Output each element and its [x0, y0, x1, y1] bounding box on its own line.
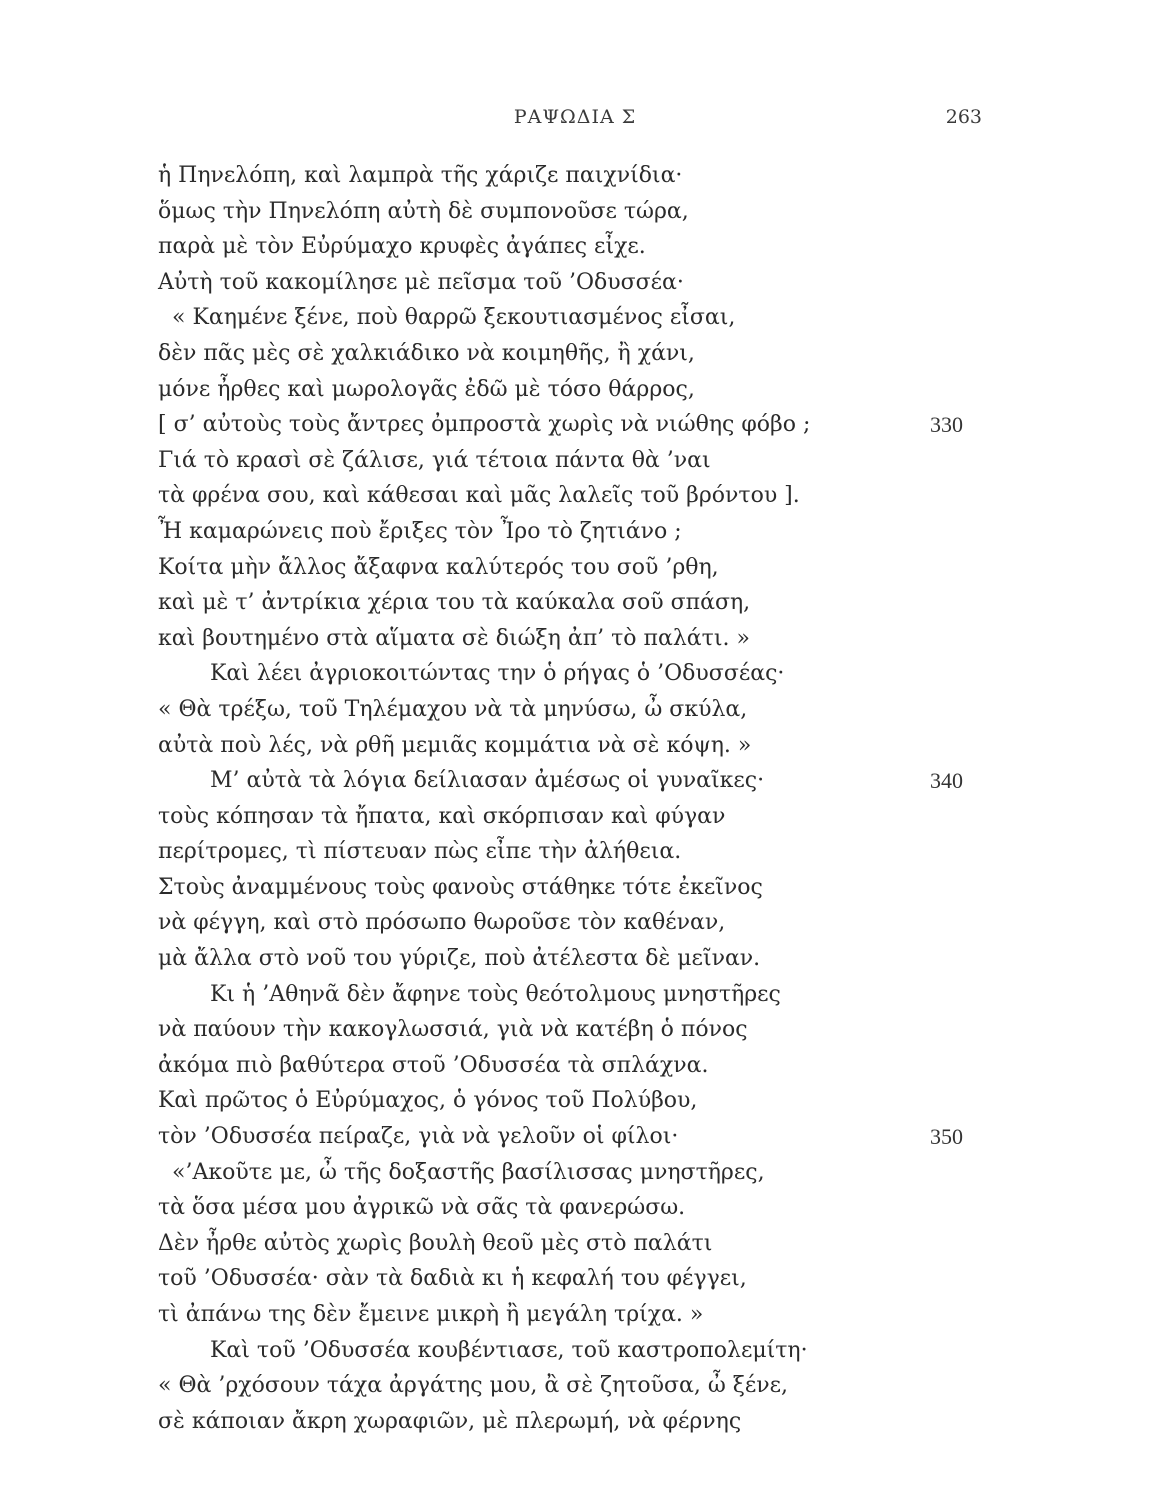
verse-line — [158, 1155, 1018, 1191]
verse-text: παρὰ μὲ τὸν Εὐρύμαχο κρυφὲς ἀγάπες εἶχε. — [158, 234, 646, 260]
verse-line — [158, 834, 1018, 870]
verse-line — [158, 1333, 1018, 1369]
verse-list — [158, 158, 1018, 1439]
verse-text: « Θὰ ’ρχόσουν τάχα ἀργάτης μου, ἂ σὲ ζητοῦσα, ὦ ξένε, — [158, 1373, 789, 1399]
verse-line — [158, 692, 1018, 728]
verse-line — [158, 1083, 1018, 1119]
verse-text: Ἦ καμαρώνεις ποὺ ἔριξες τὸν Ἶρο τὸ ζητιάνο ; — [158, 518, 682, 544]
verse-text: Στοὺς ἀναμμένους τοὺς φανοὺς στάθηκε τότε ἐκεῖνος — [158, 874, 763, 900]
verse-line — [158, 407, 1018, 443]
verse-line — [158, 443, 1018, 479]
verse-text: ἡ Πηνελόπη, καὶ λαμπρὰ τῆς χάριζε παιχνίδια· — [158, 163, 683, 188]
verse-line — [158, 550, 1018, 586]
verse-line — [158, 194, 1018, 230]
verse-text: Μ’ αὐτὰ τὰ λόγια δείλιασαν ἀμέσως οἱ γυναῖκες· — [210, 768, 765, 794]
verse-line — [158, 1404, 1018, 1440]
verse-text: τοὺς κόπησαν τὰ ἤπατα, καὶ σκόρπισαν καὶ φύγαν — [158, 803, 726, 829]
page-number: 263 — [945, 106, 982, 128]
verse-line — [158, 1368, 1018, 1404]
verse-line — [158, 728, 1018, 764]
verse-text: Γιά τὸ κρασὶ σὲ ζάλισε, γιά τέτοια πάντα θὰ ’ναι — [158, 447, 711, 473]
verse-line — [158, 870, 1018, 906]
verse-text: ὅμως τὴν Πηνελόπη αὐτὴ δὲ συμπονοῦσε τώρα, — [158, 198, 689, 224]
verse-line — [158, 514, 1018, 550]
line-number: 340 — [930, 768, 963, 794]
verse-line — [158, 905, 1018, 941]
verse-line — [158, 621, 1018, 657]
verse-text: Αὐτὴ τοῦ κακομίλησε μὲ πεῖσμα τοῦ ’Οδυσσέα· — [158, 269, 684, 295]
verse-line — [158, 941, 1018, 977]
verse-text: αὐτὰ ποὺ λές, νὰ ρθῆ μεμιᾶς κομμάτια νὰ σὲ κόψη. » — [158, 732, 752, 758]
verse-text: μόνε ἦρθες καὶ μωρολογᾶς ἐδῶ μὲ τόσο θάρρος, — [158, 376, 695, 402]
verse-text: Καὶ πρῶτος ὁ Εὐρύμαχος, ὁ γόνος τοῦ Πολύβου, — [158, 1088, 698, 1114]
verse-text: Καὶ λέει ἀγριοκοιτώντας την ὁ ρήγας ὁ ’Οδυσσέας· — [210, 661, 785, 687]
verse-text: Δὲν ἦρθε αὐτὸς χωρὶς βουλὴ θεοῦ μὲς στὸ παλάτι — [158, 1230, 713, 1256]
verse-text: σὲ κάποιαν ἄκρη χωραφιῶν, μὲ πλερωμή, νὰ φέρνης — [158, 1408, 742, 1434]
line-number: 350 — [930, 1124, 963, 1150]
verse-line — [158, 1226, 1018, 1262]
verse-text: Κι ἡ ’Αθηνᾶ δὲν ἄφηνε τοὺς θεότολμους μνηστῆρες — [210, 981, 781, 1007]
verse-line — [158, 585, 1018, 621]
verse-text: « Θὰ τρέξω, τοῦ Τηλέμαχου νὰ τὰ μηνύσω, ὦ σκύλα, — [158, 696, 748, 722]
verse-text: τὶ ἀπάνω της δὲν ἔμεινε μικρὴ ἢ μεγάλη τρίχα. » — [158, 1302, 704, 1327]
running-title: ΡΑΨΩΔΙΑ Σ — [513, 106, 637, 128]
verse-text: περίτρομες, τὶ πίστευαν πὼς εἶπε τὴν ἀλήθεια. — [158, 839, 682, 865]
verse-text: « Καημένε ξένε, ποὺ θαρρῶ ξεκουτιασμένος εἶσαι, — [172, 305, 736, 331]
verse-text: τὸν ’Οδυσσέα πείραζε, γιὰ νὰ γελοῦν οἱ φίλοι· — [158, 1124, 679, 1150]
verse-line — [158, 372, 1018, 408]
verse-line — [158, 1261, 1018, 1297]
verse-text: νὰ παύουν τὴν κακογλωσσιά, γιὰ νὰ κατέβη ὁ πόνος — [158, 1017, 748, 1043]
verse-text: μὰ ἄλλα στὸ νοῦ του γύριζε, ποὺ ἀτέλεστα δὲ μεῖναν. — [158, 946, 761, 972]
verse-line — [158, 336, 1018, 372]
verse-text: «’Ακοῦτε με, ὦ τῆς δοξαστῆς βασίλισσας μνηστῆρες, — [172, 1159, 765, 1185]
verse-line — [158, 229, 1018, 265]
verse-line — [158, 1297, 1018, 1333]
verse-text: Κοίτα μὴν ἄλλος ἄξαφνα καλύτερός του σοῦ ’ρθη, — [158, 554, 719, 580]
running-head — [160, 100, 990, 136]
verse-line — [158, 158, 1018, 194]
verse-text: [ σ’ αὐτοὺς τοὺς ἄντρες ὀμπροστὰ χωρὶς νὰ νιώθης φόβο ; — [158, 412, 811, 438]
verse-line — [158, 656, 1018, 692]
line-number: 330 — [930, 412, 963, 438]
verse-line — [158, 763, 1018, 799]
verse-line — [158, 799, 1018, 835]
verse-text: νὰ φέγγη, καὶ στὸ πρόσωπο θωροῦσε τὸν καθέναν, — [158, 910, 726, 936]
verse-line — [158, 265, 1018, 301]
verse-line — [158, 1048, 1018, 1084]
verse-line — [158, 977, 1018, 1013]
verse-line — [158, 1119, 1018, 1155]
verse-text: Καὶ τοῦ ’Οδυσσέα κουβέντιασε, τοῦ καστροπολεμίτη· — [210, 1337, 808, 1363]
verse-text: δὲν πᾶς μὲς σὲ χαλκιάδικο νὰ κοιμηθῆς, ἢ χάνι, — [158, 340, 695, 366]
verse-text: τὰ φρένα σου, καὶ κάθεσαι καὶ μᾶς λαλεῖς τοῦ βρόντου ]. — [158, 483, 800, 509]
verse-line — [158, 1190, 1018, 1226]
verse-text: καὶ μὲ τ’ ἀντρίκια χέρια του τὰ καύκαλα σοῦ σπάση, — [158, 590, 751, 616]
verse-line — [158, 478, 1018, 514]
verse-line — [158, 1012, 1018, 1048]
verse-text: καὶ βουτημένο στὰ αἵματα σὲ διώξη ἀπ’ τὸ παλάτι. » — [158, 625, 750, 651]
verse-text: ἀκόμα πιὸ βαθύτερα στοῦ ’Οδυσσέα τὰ σπλάχνα. — [158, 1052, 709, 1078]
verse-text: τὰ ὅσα μέσα μου ἀγρικῶ νὰ σᾶς τὰ φανερώσω. — [158, 1195, 686, 1221]
verse-line — [158, 300, 1018, 336]
verse-text: τοῦ ’Οδυσσέα· σὰν τὰ δαδιὰ κι ἡ κεφαλή του φέγγει, — [158, 1266, 747, 1292]
